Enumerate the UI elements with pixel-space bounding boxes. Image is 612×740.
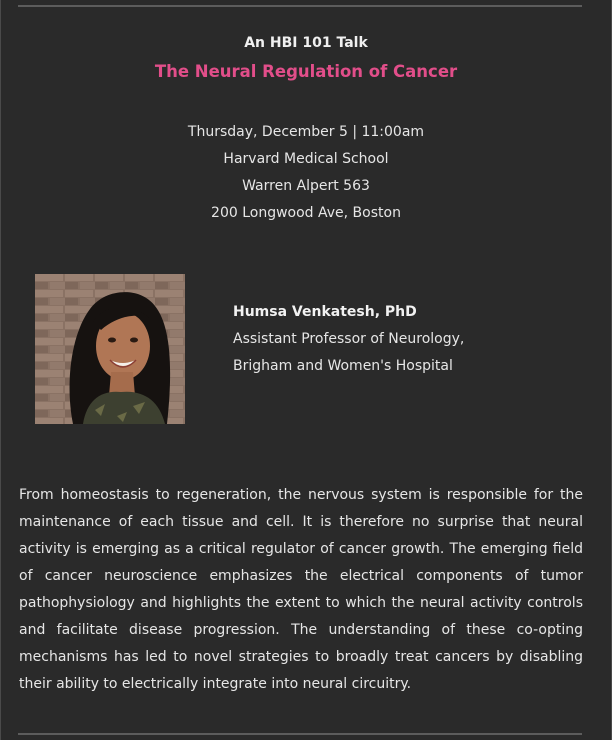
- speaker-info: [233, 299, 464, 380]
- talk-title: The Neural Regulation of Cancer: [154, 62, 458, 81]
- speaker-affiliation: Brigham and Women's Hospital: [233, 358, 453, 374]
- event-details: [0, 119, 612, 227]
- top-divider: [18, 5, 582, 7]
- talk-abstract: From homeostasis to regeneration, the nervous system is responsible for the maintenance of each tissue and cell. It is therefore no surprise that neural activity is emerging as a critical regulator of cancer growth. The emerging field of cancer neuroscience emphasizes the electrical components of tumor pathophysiology and highlights the extent to which the neural activity controls and facilitate disease progression. The understanding of these co-opting mechanisms has led to novel strategies to broadly treat cancers by disabling their ability to electrically integrate into neural circuitry.: [19, 487, 583, 692]
- speaker-portrait: [35, 274, 185, 424]
- event-datetime: Thursday, December 5 | 11:00am: [187, 124, 425, 140]
- event-institution: Harvard Medical School: [223, 151, 389, 167]
- speaker-title: Assistant Professor of Neurology,: [233, 331, 465, 347]
- bottom-divider: [18, 733, 582, 735]
- event-series-label: An HBI 101 Talk: [244, 35, 368, 51]
- page-border-left: [0, 0, 1, 740]
- event-address: 200 Longwood Ave, Boston: [211, 205, 401, 221]
- speaker-photo: [35, 274, 185, 424]
- speaker-name: Humsa Venkatesh, PhD: [233, 304, 417, 320]
- event-room: Warren Alpert 563: [242, 178, 370, 194]
